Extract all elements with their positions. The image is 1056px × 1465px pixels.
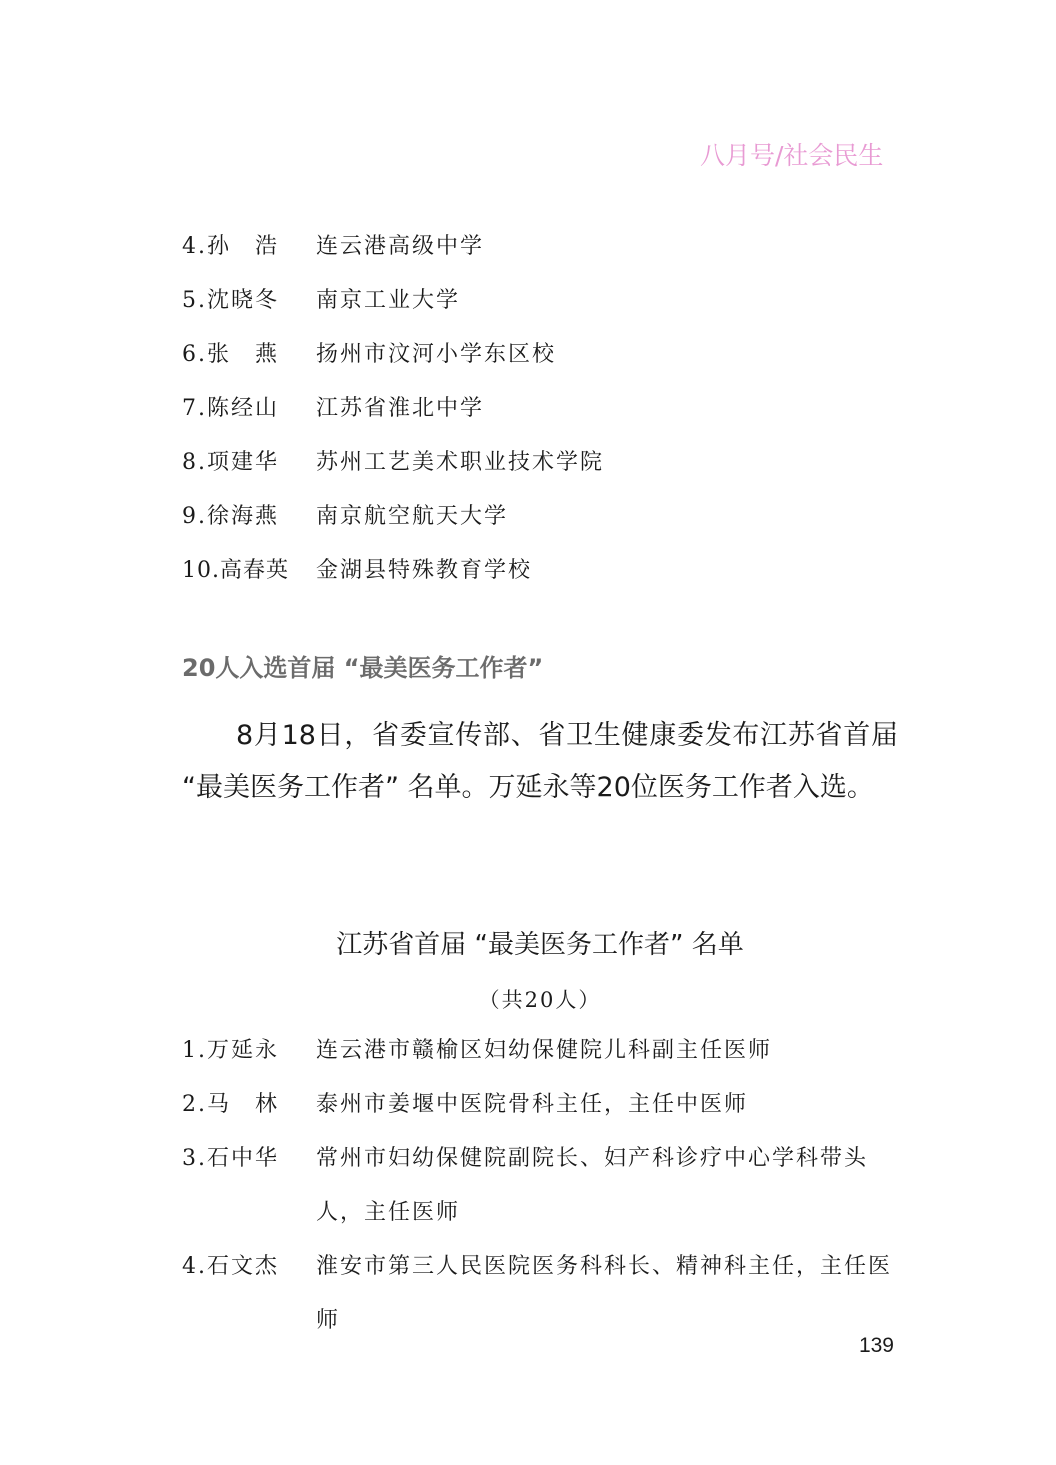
item-name: 3.石中华: [182, 1146, 279, 1171]
list-subtitle: （共20人）: [478, 988, 602, 1012]
item-name: 9.徐海燕: [182, 504, 279, 529]
item-org: 常州市妇幼保健院副院长、妇产科诊疗中心学科带头人，主任医师: [316, 1146, 869, 1225]
item-org: 泰州市姜堰中医院骨科主任，主任中医师: [316, 1092, 749, 1117]
item-org: 南京工业大学: [316, 288, 461, 313]
item-org: 江苏省淮北中学: [316, 396, 485, 421]
item-org: 连云港高级中学: [316, 234, 485, 259]
section-header: 八月号/社会民生: [700, 141, 884, 170]
section-heading: 20人入选首届 “最美医务工作者”: [182, 654, 544, 682]
item-name: 1.万延永: [182, 1038, 279, 1063]
item-name: 5.沈晓冬: [182, 288, 279, 313]
item-org: 苏州工艺美术职业技术学院: [316, 450, 605, 475]
item-name: 4.孙 浩: [182, 234, 279, 259]
item-org: 金湖县特殊教育学校: [316, 558, 533, 583]
item-org: 扬州市汶河小学东区校: [316, 342, 557, 367]
item-name: 7.陈经山: [182, 396, 279, 421]
item-name: 6.张 燕: [182, 342, 279, 367]
item-name: 10.高春英: [182, 558, 289, 583]
item-name: 4.石文杰: [182, 1254, 279, 1279]
item-org: 连云港市赣榆区妇幼保健院儿科副主任医师: [316, 1038, 773, 1063]
item-name: 2.马 林: [182, 1092, 279, 1117]
item-org: 南京航空航天大学: [316, 504, 509, 529]
item-org: 淮安市第三人民医院医务科科长、精神科主任，主任医师: [316, 1254, 893, 1333]
list-title: 江苏省首届 “最美医务工作者” 名单: [336, 930, 744, 960]
item-name: 8.项建华: [182, 450, 279, 475]
section-paragraph: 8月18日，省委宣传部、省卫生健康委发布江苏省首届 “最美医务工作者” 名单。万延永等20位医务工作者入选。: [182, 720, 898, 803]
page-number: 139: [858, 1334, 894, 1357]
